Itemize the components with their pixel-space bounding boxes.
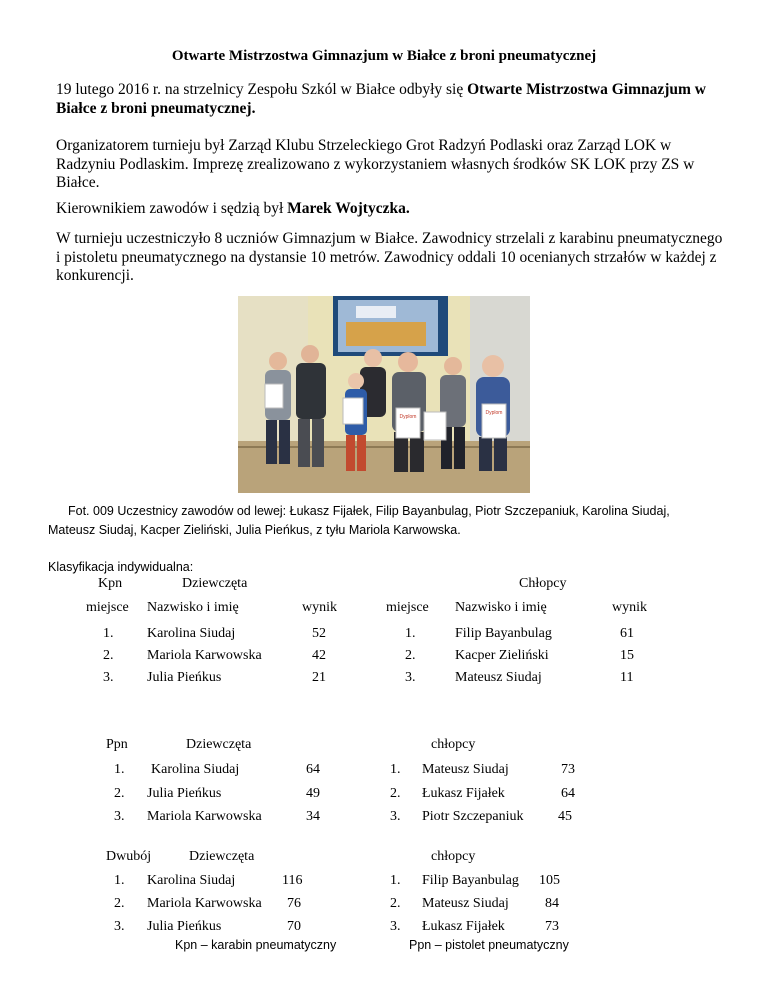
kpn-label: Kpn — [98, 576, 123, 591]
result: 105 — [539, 873, 560, 888]
name: Mariola Karwowska — [147, 648, 262, 663]
place: 2. — [114, 896, 125, 911]
photo-caption-line1: Fot. 009 Uczestnicy zawodów od lewej: Łukasz Fijałek, Filip Bayanbulag, Piotr Szczepaniuk, Karolina Siudaj, — [68, 504, 670, 518]
result: 21 — [312, 670, 326, 685]
place: 3. — [390, 919, 401, 934]
kpn-girls-col-place: miejsce — [86, 600, 129, 615]
name: Julia Pieńkus — [147, 919, 222, 934]
name: Kacper Zieliński — [455, 648, 549, 663]
dwuboj-girls-label: Dziewczęta — [189, 849, 255, 864]
kpn-boys-col-result: wynik — [612, 600, 647, 615]
organizers-paragraph: Organizatorem turnieju był Zarząd Klubu Strzeleckiego Grot Radzyń Podlaski oraz Zarząd LOK w Radzyniu Podlaskim. Imprezę zrealizowano z wykorzystaniem własnych środków SK LOK przy ZS w Białce. — [56, 137, 695, 191]
result: 64 — [306, 762, 320, 777]
ppn-girls-label: Dziewczęta — [186, 737, 252, 752]
result: 70 — [287, 919, 301, 934]
kpn-girls-label: Dziewczęta — [182, 576, 248, 591]
result: 76 — [287, 896, 301, 911]
place: 3. — [114, 919, 125, 934]
kpn-boys-label: Chłopcy — [519, 576, 567, 591]
place: 3. — [390, 809, 401, 824]
place: 3. — [103, 670, 114, 685]
intro-event-name: Otwarte Mistrzostwa Gimnazjum w Białce z broni pneumatycznej. — [56, 81, 707, 117]
result: 11 — [620, 670, 634, 685]
name: Mateusz Siudaj — [422, 762, 509, 777]
dwuboj-boys-label: chłopcy — [431, 849, 476, 864]
kpn-girls-col-name: Nazwisko i imię — [147, 600, 239, 615]
place: 3. — [405, 670, 416, 685]
result: 49 — [306, 786, 320, 801]
dwuboj-label: Dwubój — [106, 849, 152, 864]
place: 2. — [390, 786, 401, 801]
result: 73 — [545, 919, 559, 934]
referee-name: Marek Wojtyczka. — [287, 200, 410, 217]
result: 34 — [306, 809, 320, 824]
legend-ppn: Ppn – pistolet pneumatyczny — [409, 938, 569, 952]
intro-paragraph — [56, 81, 726, 118]
name: Filip Bayanbulag — [455, 626, 552, 641]
result: 73 — [561, 762, 575, 777]
name: Mateusz Siudaj — [455, 670, 542, 685]
name: Julia Pieńkus — [147, 786, 222, 801]
photo-caption-line2: Mateusz Siudaj, Kacper Zieliński, Julia Pieńkus, z tyłu Mariola Karwowska. — [48, 523, 461, 537]
diploma-label: Dyplom — [399, 414, 417, 420]
place: 1. — [114, 762, 125, 777]
group-photo — [238, 296, 530, 493]
document-title: Otwarte Mistrzostwa Gimnazjum w Białce z broni pneumatycznej — [171, 48, 597, 64]
name: Piotr Szczepaniuk — [422, 809, 524, 824]
name: Mariola Karwowska — [147, 809, 262, 824]
group-photo-illustration — [238, 296, 530, 493]
name: Mariola Karwowska — [147, 896, 262, 911]
place: 2. — [114, 786, 125, 801]
result: 42 — [312, 648, 326, 663]
result: 61 — [620, 626, 634, 641]
referee-text: Kierownikiem zawodów i sędzią był — [56, 200, 288, 217]
participants-paragraph: W turnieju uczestniczyło 8 uczniów Gimnazjum w Białce. Zawodnicy strzelali z karabinu pneumatycznego i pistoletu pneumatycznego na dystansie 10 metrów. Zawodnicy oddali 10 ocenianych strzałów w każdej z konkurencji. — [56, 230, 723, 284]
name: Łukasz Fijałek — [422, 919, 505, 934]
diploma-label: Dyplom — [485, 410, 503, 416]
classification-heading: Klasyfikacja indywidualna: — [48, 560, 194, 574]
name: Karolina Siudaj — [151, 762, 240, 777]
place: 2. — [103, 648, 114, 663]
name: Julia Pieńkus — [147, 670, 222, 685]
place: 2. — [405, 648, 416, 663]
result: 84 — [545, 896, 559, 911]
name: Karolina Siudaj — [147, 626, 236, 641]
result: 52 — [312, 626, 326, 641]
intro-text: 19 lutego 2016 r. na strzelnicy Zespołu Szkól w Białce odbyły się — [56, 81, 468, 98]
place: 2. — [390, 896, 401, 911]
ppn-boys-label: chłopcy — [431, 737, 476, 752]
kpn-boys-col-name: Nazwisko i imię — [455, 600, 547, 615]
name: Filip Bayanbulag — [422, 873, 519, 888]
name: Łukasz Fijałek — [422, 786, 505, 801]
legend-kpn: Kpn – karabin pneumatyczny — [175, 938, 337, 952]
kpn-boys-col-place: miejsce — [386, 600, 429, 615]
name: Karolina Siudaj — [147, 873, 236, 888]
name: Mateusz Siudaj — [422, 896, 509, 911]
ppn-label: Ppn — [106, 737, 128, 752]
result: 15 — [620, 648, 634, 663]
result: 116 — [282, 873, 303, 888]
place: 3. — [114, 809, 125, 824]
referee-paragraph — [56, 200, 726, 219]
kpn-girls-col-result: wynik — [302, 600, 337, 615]
result: 45 — [558, 809, 572, 824]
place: 1. — [390, 873, 401, 888]
result: 64 — [561, 786, 575, 801]
place: 1. — [390, 762, 401, 777]
place: 1. — [405, 626, 416, 641]
place: 1. — [103, 626, 114, 641]
place: 1. — [114, 873, 125, 888]
